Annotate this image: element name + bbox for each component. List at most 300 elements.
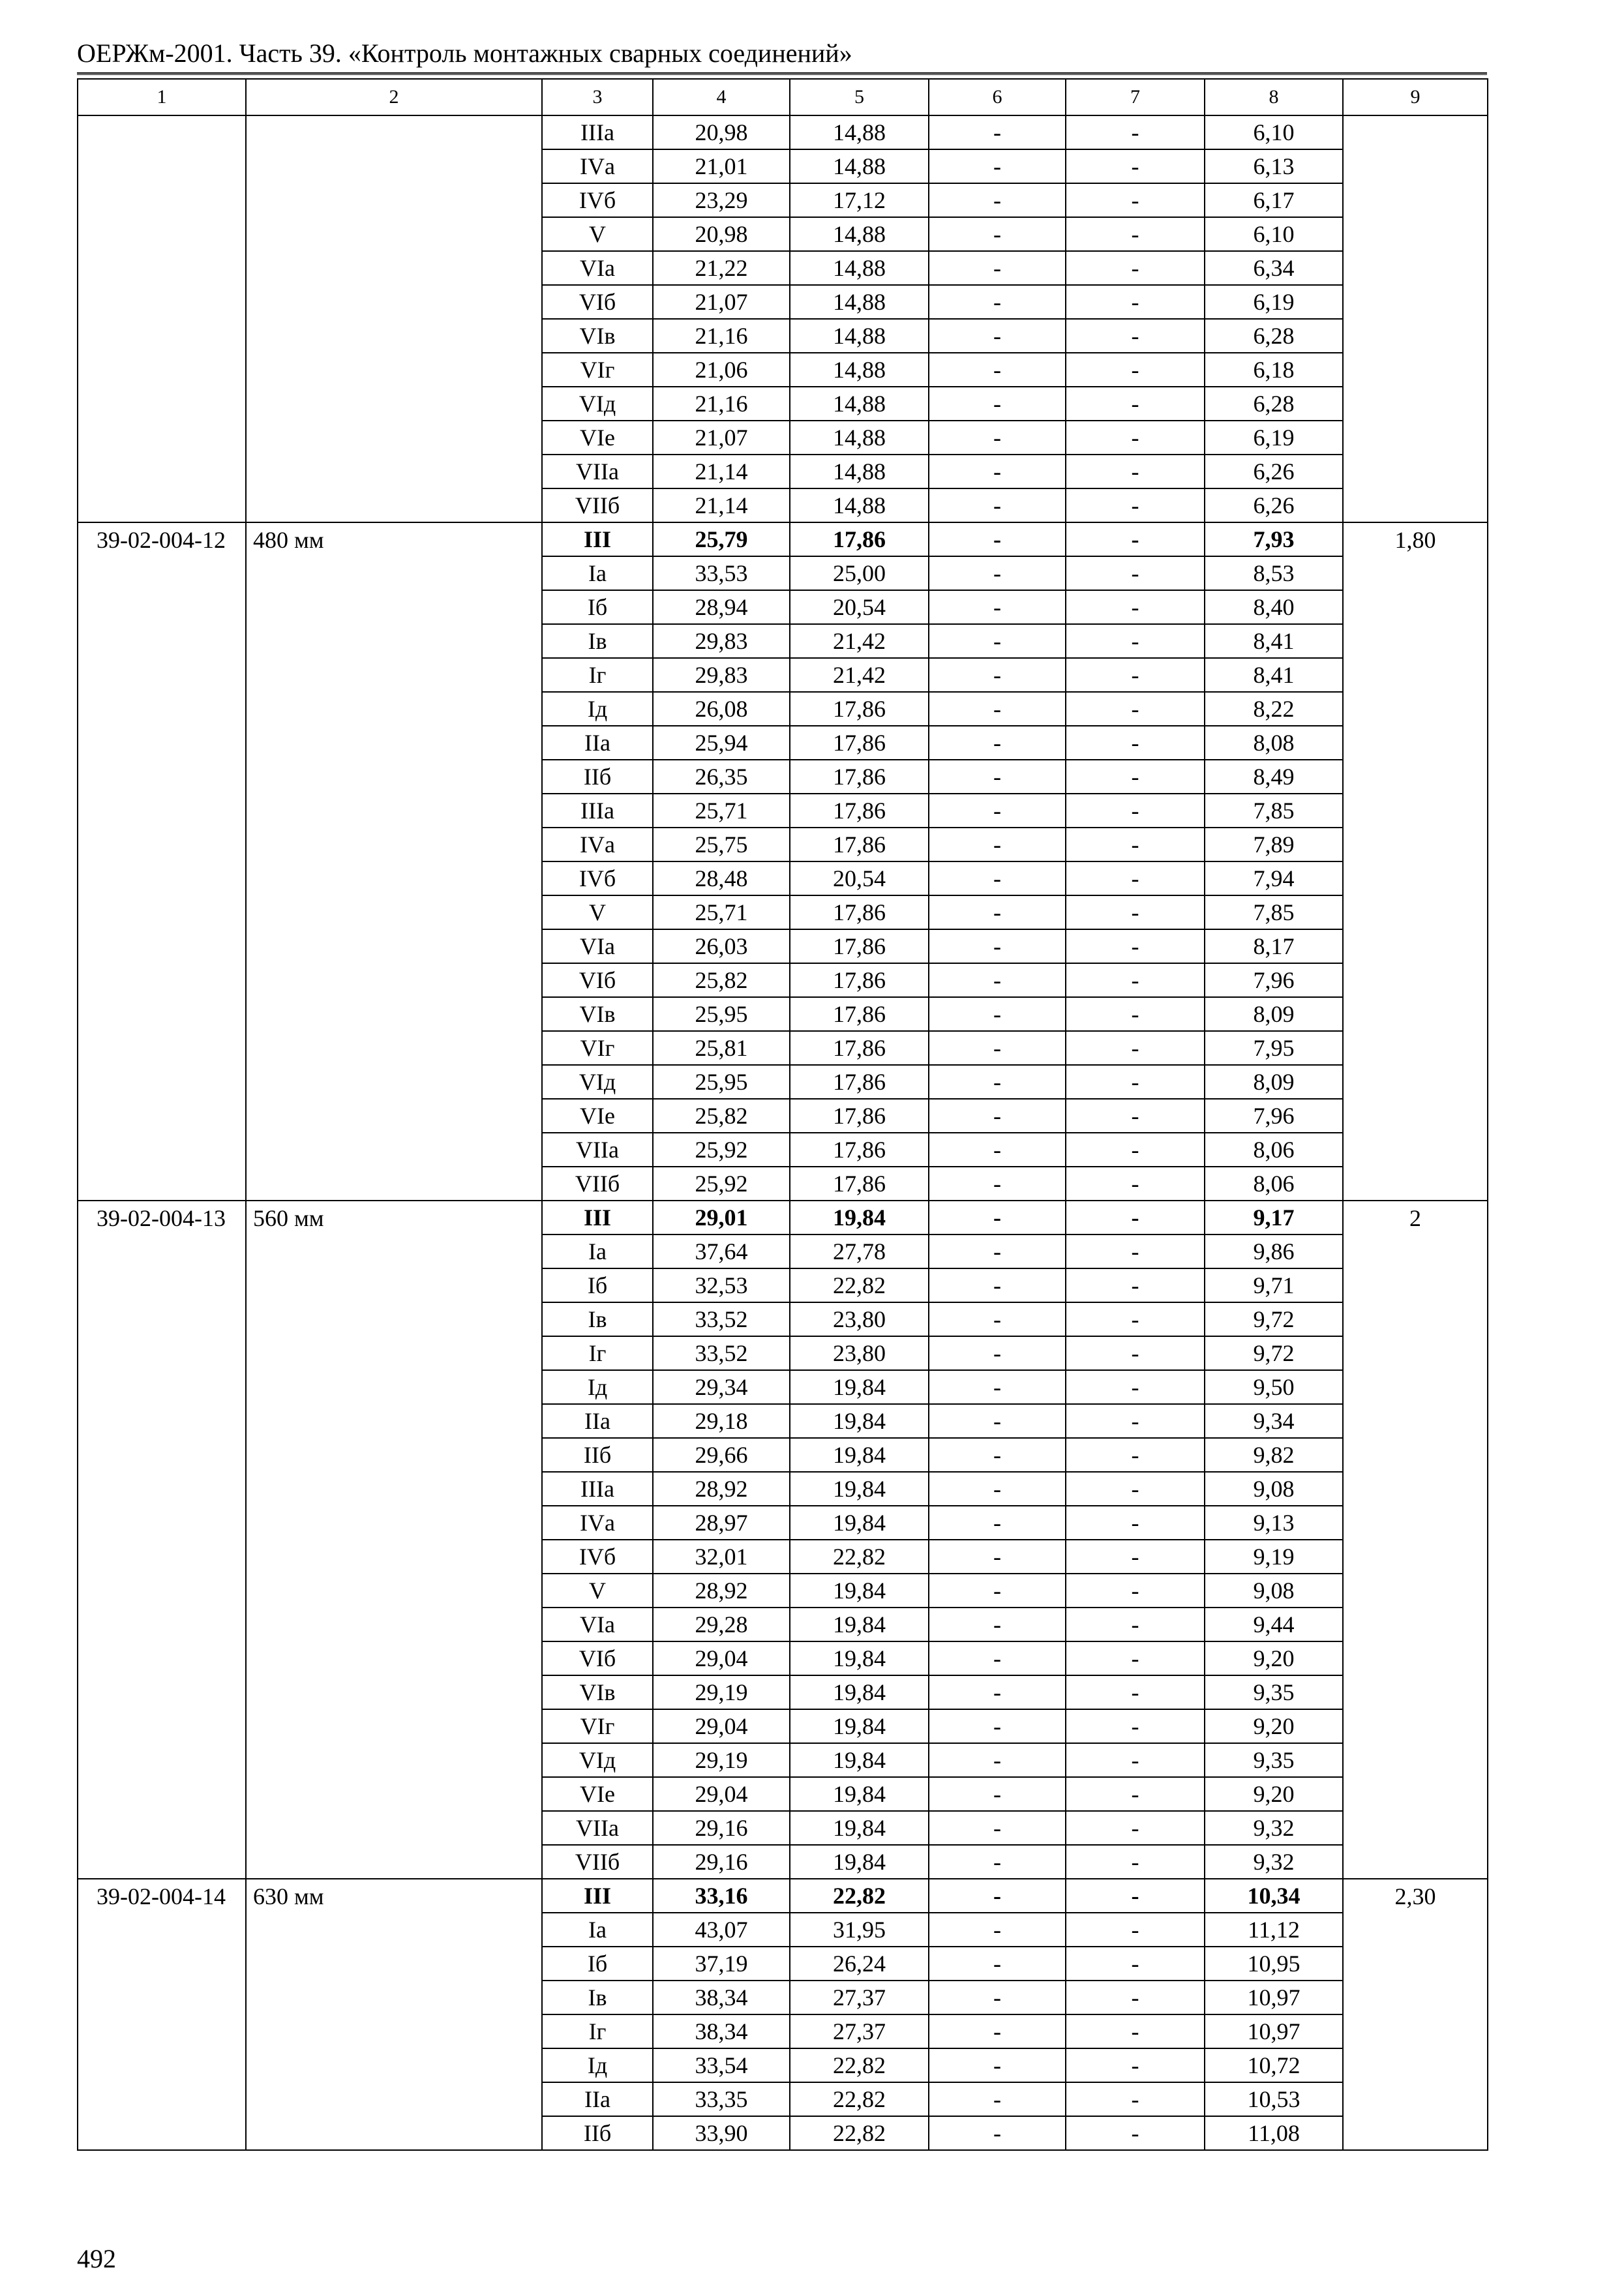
cell-c4: 25,79: [653, 522, 790, 556]
cell-c3: IIб: [542, 1438, 653, 1472]
cell-c3: IVа: [542, 1506, 653, 1540]
cell-c4: 25,71: [653, 895, 790, 929]
cell-c5: 21,42: [790, 658, 929, 692]
cell-c8: 6,13: [1205, 149, 1343, 183]
cell-c7: -: [1066, 1675, 1205, 1709]
cell-c3: IVб: [542, 1540, 653, 1574]
cell-c5: 26,24: [790, 1947, 929, 1981]
cell-c8: 9,08: [1205, 1574, 1343, 1608]
cell-c4: 28,92: [653, 1472, 790, 1506]
cell-c6: -: [929, 1167, 1066, 1201]
cell-c5: 17,86: [790, 929, 929, 963]
column-number: 6: [929, 79, 1066, 115]
cell-c5: 17,86: [790, 760, 929, 794]
cell-c3: Iд: [542, 2048, 653, 2082]
column-number: 4: [653, 79, 790, 115]
cell-c6: -: [929, 1472, 1066, 1506]
cell-c8: 6,26: [1205, 455, 1343, 488]
cell-c6: -: [929, 1065, 1066, 1099]
cell-c7: -: [1066, 1438, 1205, 1472]
cell-c8: 8,09: [1205, 1065, 1343, 1099]
cell-c3: Iв: [542, 624, 653, 658]
cell-c6: -: [929, 929, 1066, 963]
cell-c6: -: [929, 319, 1066, 353]
cell-c3: IIа: [542, 1404, 653, 1438]
cell-c7: -: [1066, 590, 1205, 624]
cell-c3: VIб: [542, 963, 653, 997]
cell-c7: -: [1066, 1167, 1205, 1201]
cell-c3: VIIб: [542, 488, 653, 522]
cell-c4: 21,01: [653, 149, 790, 183]
cell-c3: V: [542, 217, 653, 251]
cell-c6: -: [929, 1981, 1066, 2014]
cell-c3: IVб: [542, 183, 653, 217]
cell-c3: IIIа: [542, 794, 653, 828]
cell-c3: IVб: [542, 861, 653, 895]
cell-c6: -: [929, 1845, 1066, 1879]
cell-c8: 8,41: [1205, 658, 1343, 692]
cell-c6: -: [929, 1641, 1066, 1675]
item-value-c9: 2,30: [1343, 1879, 1488, 2150]
cell-c7: -: [1066, 1777, 1205, 1811]
cell-c3: VIIа: [542, 1811, 653, 1845]
cell-c6: -: [929, 1201, 1066, 1234]
cell-c8: 6,17: [1205, 183, 1343, 217]
cell-c3: VIв: [542, 997, 653, 1031]
cell-c7: -: [1066, 1302, 1205, 1336]
cell-c6: -: [929, 1404, 1066, 1438]
cell-c3: VIг: [542, 353, 653, 387]
cell-c4: 25,75: [653, 828, 790, 861]
cell-c3: VIIа: [542, 455, 653, 488]
cell-c4: 28,97: [653, 1506, 790, 1540]
cell-c5: 17,86: [790, 692, 929, 726]
cell-c3: VIIб: [542, 1167, 653, 1201]
cell-c6: -: [929, 488, 1066, 522]
cell-c8: 9,50: [1205, 1370, 1343, 1404]
cell-c8: 6,19: [1205, 285, 1343, 319]
cell-c5: 19,84: [790, 1438, 929, 1472]
cell-c7: -: [1066, 1031, 1205, 1065]
cell-c5: 21,42: [790, 624, 929, 658]
cell-c7: -: [1066, 1472, 1205, 1506]
cell-c4: 33,16: [653, 1879, 790, 1913]
cell-c7: -: [1066, 794, 1205, 828]
cell-c8: 10,53: [1205, 2082, 1343, 2116]
cell-c4: 20,98: [653, 115, 790, 149]
cell-c7: -: [1066, 861, 1205, 895]
cell-c8: 9,71: [1205, 1268, 1343, 1302]
cell-c7: -: [1066, 1913, 1205, 1947]
cell-c7: -: [1066, 1201, 1205, 1234]
cell-c6: -: [929, 1913, 1066, 1947]
cell-c8: 8,53: [1205, 556, 1343, 590]
cell-c3: VIIб: [542, 1845, 653, 1879]
cell-c7: -: [1066, 2116, 1205, 2150]
cell-c6: -: [929, 2048, 1066, 2082]
cell-c7: -: [1066, 115, 1205, 149]
cell-c8: 10,72: [1205, 2048, 1343, 2082]
cell-c6: -: [929, 1031, 1066, 1065]
cell-c6: -: [929, 2116, 1066, 2150]
cell-c7: -: [1066, 1574, 1205, 1608]
cell-c6: -: [929, 1540, 1066, 1574]
cell-c7: -: [1066, 353, 1205, 387]
cell-c7: -: [1066, 1234, 1205, 1268]
item-name: 560 мм: [246, 1201, 542, 1879]
cell-c7: -: [1066, 1811, 1205, 1845]
cell-c4: 21,16: [653, 387, 790, 421]
cell-c6: -: [929, 895, 1066, 929]
cell-c6: -: [929, 658, 1066, 692]
cell-c4: 26,03: [653, 929, 790, 963]
cell-c3: VIг: [542, 1031, 653, 1065]
cell-c8: 8,41: [1205, 624, 1343, 658]
cell-c4: 29,04: [653, 1777, 790, 1811]
cell-c8: 6,18: [1205, 353, 1343, 387]
cell-c6: -: [929, 760, 1066, 794]
cell-c3: Iд: [542, 1370, 653, 1404]
cell-c4: 33,52: [653, 1336, 790, 1370]
cell-c3: IVа: [542, 149, 653, 183]
cell-c4: 28,94: [653, 590, 790, 624]
cell-c6: -: [929, 1336, 1066, 1370]
column-number: 9: [1343, 79, 1488, 115]
cell-c3: VIг: [542, 1709, 653, 1743]
cell-c5: 14,88: [790, 488, 929, 522]
cell-c4: 33,52: [653, 1302, 790, 1336]
cell-c6: -: [929, 1879, 1066, 1913]
cell-c7: -: [1066, 1133, 1205, 1167]
cell-c8: 7,89: [1205, 828, 1343, 861]
cell-c5: 19,84: [790, 1506, 929, 1540]
cell-c3: Iг: [542, 2014, 653, 2048]
page-number: 492: [77, 2244, 116, 2273]
cell-c4: 32,01: [653, 1540, 790, 1574]
cell-c5: 14,88: [790, 455, 929, 488]
cell-c5: 22,82: [790, 2116, 929, 2150]
cell-c4: 23,29: [653, 183, 790, 217]
cell-c8: 7,95: [1205, 1031, 1343, 1065]
cell-c3: Iа: [542, 1234, 653, 1268]
cell-c6: -: [929, 217, 1066, 251]
cell-c5: 17,86: [790, 963, 929, 997]
cell-c6: -: [929, 590, 1066, 624]
cell-c8: 11,08: [1205, 2116, 1343, 2150]
cell-c8: 6,10: [1205, 217, 1343, 251]
cell-c8: 8,06: [1205, 1133, 1343, 1167]
cell-c7: -: [1066, 1709, 1205, 1743]
cell-c8: 9,20: [1205, 1709, 1343, 1743]
cell-c3: III: [542, 522, 653, 556]
cell-c4: 25,95: [653, 997, 790, 1031]
cell-c3: III: [542, 1879, 653, 1913]
cell-c4: 29,04: [653, 1641, 790, 1675]
cell-c7: -: [1066, 1370, 1205, 1404]
item-code: 39-02-004-12: [78, 522, 246, 1201]
column-number-row: [78, 79, 1488, 115]
cell-c5: 19,84: [790, 1709, 929, 1743]
cell-c6: -: [929, 997, 1066, 1031]
cell-c3: IIа: [542, 726, 653, 760]
header-rule: [77, 72, 1487, 75]
cell-c6: -: [929, 421, 1066, 455]
cell-c6: -: [929, 861, 1066, 895]
column-number: 7: [1066, 79, 1205, 115]
item-code: 39-02-004-14: [78, 1879, 246, 2150]
cell-c3: V: [542, 895, 653, 929]
cell-c5: 14,88: [790, 149, 929, 183]
cell-c6: -: [929, 1811, 1066, 1845]
cell-c4: 29,18: [653, 1404, 790, 1438]
cell-c6: -: [929, 556, 1066, 590]
cell-c5: 17,12: [790, 183, 929, 217]
cell-c7: -: [1066, 285, 1205, 319]
cell-c7: -: [1066, 1608, 1205, 1641]
cell-c6: -: [929, 1709, 1066, 1743]
cell-c6: -: [929, 183, 1066, 217]
cell-c5: 17,86: [790, 1099, 929, 1133]
cell-c3: VIб: [542, 285, 653, 319]
document-header: ОЕРЖм-2001. Часть 39. «Контроль монтажных сварных соединений»: [77, 38, 852, 68]
table-row: [78, 1201, 1488, 1234]
cell-c3: VIд: [542, 1065, 653, 1099]
cell-c4: 29,83: [653, 658, 790, 692]
cell-c5: 17,86: [790, 895, 929, 929]
cell-c4: 28,48: [653, 861, 790, 895]
cell-c3: VIе: [542, 1099, 653, 1133]
cell-c8: 7,85: [1205, 895, 1343, 929]
cell-c3: VIв: [542, 319, 653, 353]
cell-c7: -: [1066, 251, 1205, 285]
rates-table: [77, 78, 1488, 2151]
cell-c5: 19,84: [790, 1574, 929, 1608]
cell-c7: -: [1066, 1641, 1205, 1675]
cell-c5: 17,86: [790, 1065, 929, 1099]
cell-c5: 22,82: [790, 2048, 929, 2082]
cell-c5: 19,84: [790, 1201, 929, 1234]
cell-c3: IIб: [542, 2116, 653, 2150]
cell-c6: -: [929, 1777, 1066, 1811]
cell-c4: 28,92: [653, 1574, 790, 1608]
cell-c7: -: [1066, 2014, 1205, 2048]
cell-c3: Iб: [542, 1947, 653, 1981]
cell-c5: 22,82: [790, 1268, 929, 1302]
cell-c7: -: [1066, 1268, 1205, 1302]
cell-c5: 14,88: [790, 353, 929, 387]
cell-c4: 32,53: [653, 1268, 790, 1302]
cell-c6: -: [929, 522, 1066, 556]
cell-c4: 38,34: [653, 2014, 790, 2048]
cell-c6: -: [929, 1675, 1066, 1709]
cell-c4: 33,54: [653, 2048, 790, 2082]
cell-c4: 29,66: [653, 1438, 790, 1472]
cell-c8: 9,35: [1205, 1675, 1343, 1709]
cell-c3: Iг: [542, 1336, 653, 1370]
item-name: [246, 115, 542, 522]
cell-c7: -: [1066, 1947, 1205, 1981]
cell-c5: 14,88: [790, 319, 929, 353]
cell-c6: -: [929, 2014, 1066, 2048]
cell-c8: 6,28: [1205, 319, 1343, 353]
cell-c8: 9,32: [1205, 1845, 1343, 1879]
cell-c8: 6,10: [1205, 115, 1343, 149]
cell-c7: -: [1066, 1336, 1205, 1370]
cell-c6: -: [929, 1608, 1066, 1641]
cell-c6: -: [929, 1947, 1066, 1981]
cell-c8: 9,35: [1205, 1743, 1343, 1777]
cell-c6: -: [929, 1302, 1066, 1336]
cell-c5: 23,80: [790, 1302, 929, 1336]
table-row: [78, 1879, 1488, 1913]
cell-c8: 10,34: [1205, 1879, 1343, 1913]
cell-c6: -: [929, 1743, 1066, 1777]
cell-c4: 21,16: [653, 319, 790, 353]
cell-c7: -: [1066, 387, 1205, 421]
cell-c8: 7,93: [1205, 522, 1343, 556]
cell-c7: -: [1066, 319, 1205, 353]
cell-c8: 7,85: [1205, 794, 1343, 828]
cell-c3: Iб: [542, 590, 653, 624]
cell-c5: 17,86: [790, 997, 929, 1031]
cell-c5: 17,86: [790, 726, 929, 760]
item-code: [78, 115, 246, 522]
cell-c8: 9,82: [1205, 1438, 1343, 1472]
cell-c7: -: [1066, 421, 1205, 455]
item-code: 39-02-004-13: [78, 1201, 246, 1879]
cell-c8: 9,13: [1205, 1506, 1343, 1540]
cell-c8: 9,34: [1205, 1404, 1343, 1438]
cell-c5: 31,95: [790, 1913, 929, 1947]
cell-c7: -: [1066, 895, 1205, 929]
cell-c4: 25,94: [653, 726, 790, 760]
cell-c7: -: [1066, 760, 1205, 794]
cell-c3: Iв: [542, 1302, 653, 1336]
cell-c7: -: [1066, 2082, 1205, 2116]
cell-c5: 19,84: [790, 1404, 929, 1438]
cell-c3: VIб: [542, 1641, 653, 1675]
cell-c7: -: [1066, 692, 1205, 726]
cell-c8: 8,06: [1205, 1167, 1343, 1201]
cell-c3: Iб: [542, 1268, 653, 1302]
column-number: 1: [78, 79, 246, 115]
item-name: 480 мм: [246, 522, 542, 1201]
cell-c5: 17,86: [790, 1167, 929, 1201]
cell-c4: 29,34: [653, 1370, 790, 1404]
cell-c8: 7,94: [1205, 861, 1343, 895]
cell-c4: 38,34: [653, 1981, 790, 2014]
cell-c5: 14,88: [790, 285, 929, 319]
cell-c7: -: [1066, 1845, 1205, 1879]
cell-c4: 33,35: [653, 2082, 790, 2116]
cell-c6: -: [929, 251, 1066, 285]
cell-c3: VIа: [542, 1608, 653, 1641]
cell-c4: 37,64: [653, 1234, 790, 1268]
cell-c3: IIб: [542, 760, 653, 794]
cell-c4: 29,19: [653, 1675, 790, 1709]
cell-c8: 9,86: [1205, 1234, 1343, 1268]
cell-c7: -: [1066, 624, 1205, 658]
cell-c5: 19,84: [790, 1370, 929, 1404]
cell-c8: 8,09: [1205, 997, 1343, 1031]
cell-c4: 33,53: [653, 556, 790, 590]
cell-c5: 22,82: [790, 2082, 929, 2116]
cell-c8: 10,95: [1205, 1947, 1343, 1981]
cell-c4: 29,83: [653, 624, 790, 658]
cell-c7: -: [1066, 963, 1205, 997]
cell-c4: 43,07: [653, 1913, 790, 1947]
cell-c8: 9,08: [1205, 1472, 1343, 1506]
column-number: 2: [246, 79, 542, 115]
cell-c8: 8,08: [1205, 726, 1343, 760]
cell-c3: VIе: [542, 421, 653, 455]
cell-c8: 9,20: [1205, 1641, 1343, 1675]
cell-c7: -: [1066, 1540, 1205, 1574]
cell-c5: 27,37: [790, 1981, 929, 2014]
cell-c4: 26,08: [653, 692, 790, 726]
table-row: [78, 522, 1488, 556]
cell-c5: 22,82: [790, 1879, 929, 1913]
cell-c3: VIа: [542, 929, 653, 963]
cell-c7: -: [1066, 997, 1205, 1031]
cell-c7: -: [1066, 1879, 1205, 1913]
cell-c4: 25,92: [653, 1167, 790, 1201]
cell-c7: -: [1066, 556, 1205, 590]
cell-c5: 17,86: [790, 1031, 929, 1065]
item-value-c9: [1343, 115, 1488, 522]
cell-c5: 20,54: [790, 861, 929, 895]
cell-c3: Iа: [542, 556, 653, 590]
cell-c3: Iв: [542, 1981, 653, 2014]
item-name: 630 мм: [246, 1879, 542, 2150]
cell-c8: 6,26: [1205, 488, 1343, 522]
cell-c6: -: [929, 115, 1066, 149]
cell-c5: 14,88: [790, 217, 929, 251]
cell-c4: 21,14: [653, 455, 790, 488]
cell-c4: 21,22: [653, 251, 790, 285]
cell-c3: Iа: [542, 1913, 653, 1947]
cell-c4: 20,98: [653, 217, 790, 251]
cell-c4: 21,14: [653, 488, 790, 522]
cell-c8: 8,17: [1205, 929, 1343, 963]
cell-c6: -: [929, 1506, 1066, 1540]
cell-c4: 21,07: [653, 285, 790, 319]
cell-c4: 29,28: [653, 1608, 790, 1641]
cell-c8: 8,49: [1205, 760, 1343, 794]
cell-c6: -: [929, 726, 1066, 760]
cell-c4: 21,07: [653, 421, 790, 455]
cell-c8: 9,44: [1205, 1608, 1343, 1641]
cell-c6: -: [929, 387, 1066, 421]
cell-c7: -: [1066, 1743, 1205, 1777]
cell-c5: 19,84: [790, 1608, 929, 1641]
cell-c5: 17,86: [790, 794, 929, 828]
cell-c3: VIд: [542, 1743, 653, 1777]
cell-c7: -: [1066, 455, 1205, 488]
cell-c3: III: [542, 1201, 653, 1234]
cell-c6: -: [929, 1438, 1066, 1472]
cell-c3: IIIа: [542, 1472, 653, 1506]
cell-c7: -: [1066, 1981, 1205, 2014]
cell-c5: 14,88: [790, 387, 929, 421]
cell-c6: -: [929, 353, 1066, 387]
cell-c5: 14,88: [790, 115, 929, 149]
cell-c4: 29,04: [653, 1709, 790, 1743]
cell-c5: 27,37: [790, 2014, 929, 2048]
cell-c4: 25,82: [653, 1099, 790, 1133]
cell-c6: -: [929, 1574, 1066, 1608]
cell-c7: -: [1066, 183, 1205, 217]
